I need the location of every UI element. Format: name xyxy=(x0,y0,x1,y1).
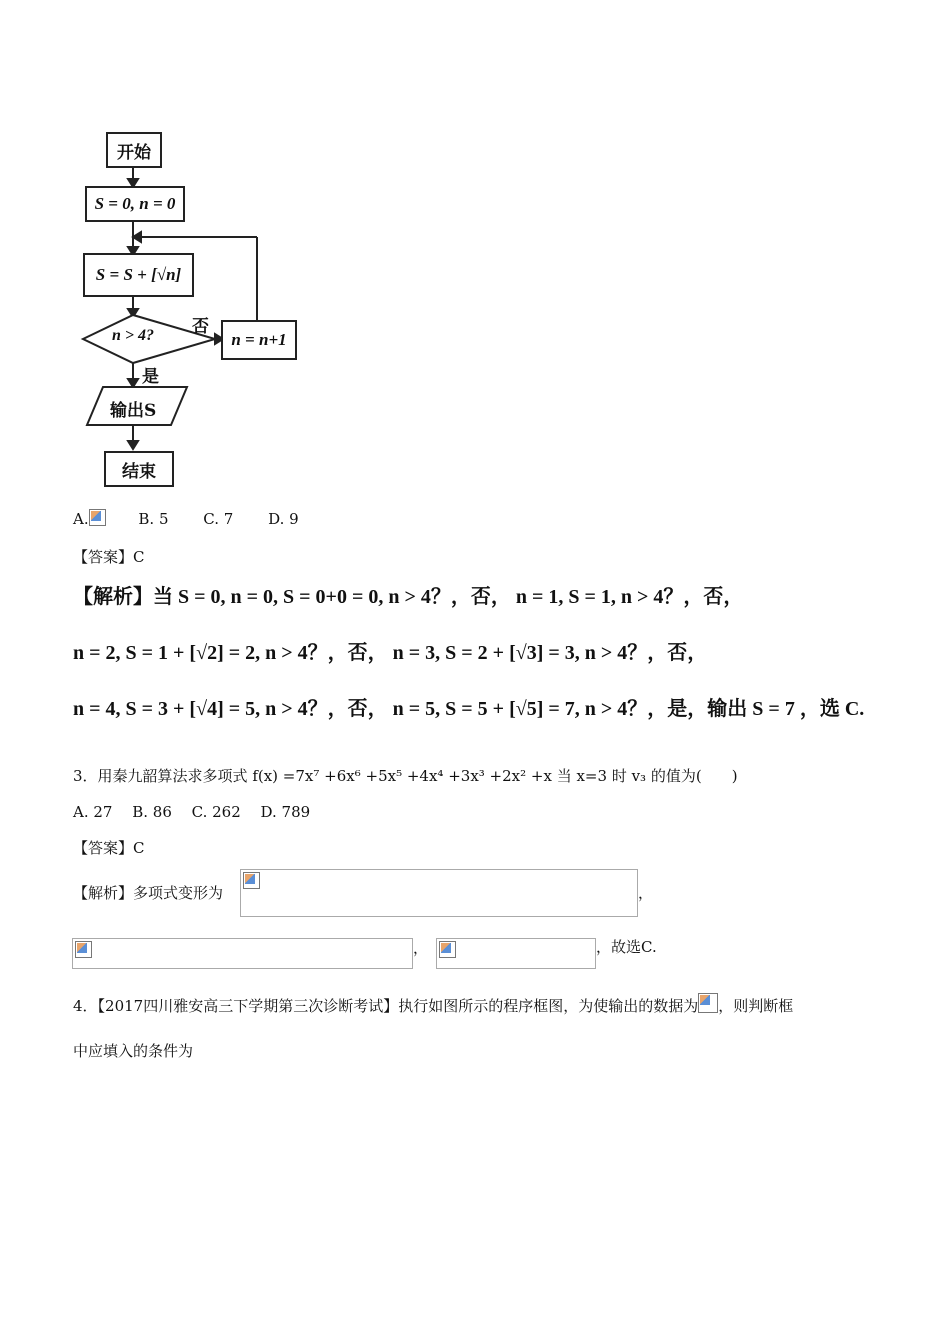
broken-image-icon xyxy=(439,941,456,958)
q3-answer: 【答案】C xyxy=(73,839,145,857)
condition-label: n > 4? xyxy=(112,327,155,344)
end-terminal xyxy=(104,451,174,487)
init-label: S = 0, n = 0 xyxy=(94,194,176,213)
q3-options: A. 27 B. 86 C. 262 D. 789 xyxy=(73,803,311,821)
q3-analysis-prefix: 【解析】多项式变形为 xyxy=(73,884,224,902)
q3-question: 3．用秦九韶算法求多项式 f(x) =7x⁷ +6x⁶ +5x⁵ +4x⁴ +3x³ +2x² +x 当 x=3 时 v₃ 的值为( ) xyxy=(73,767,738,785)
update-label: S = S + [√n] xyxy=(95,265,182,284)
q4-line-1-text: 4．【2017四川雅安高三下学期第三次诊断考试】执行如图所示的程序框图，为使输出的数据为 xyxy=(73,997,699,1015)
formula-image-placeholder xyxy=(436,938,596,969)
start-label: 开始 xyxy=(117,142,151,162)
flowchart-connectors xyxy=(75,125,325,495)
broken-image-icon xyxy=(698,993,718,1013)
start-terminal xyxy=(106,132,162,168)
yes-label: 是 xyxy=(142,367,159,387)
formula-image-placeholder xyxy=(72,938,413,969)
end-label: 结束 xyxy=(122,461,156,481)
option-c: C. 7 xyxy=(203,510,234,528)
broken-image-icon xyxy=(89,509,106,526)
q2-analysis-line-2: n = 2, S = 1 + [√2] = 2, n > 4？，否， n = 3, S = 2 + [√3] = 3, n > 4？，否， xyxy=(73,642,708,664)
option-b: B. 5 xyxy=(138,510,169,528)
q2-analysis-line-3: n = 4, S = 3 + [√4] = 5, n > 4？，否， n = 5, S = 5 + [√5] = 7, n > 4？，是，输出 S = 7 ，选 C. xyxy=(73,698,865,720)
broken-image-icon xyxy=(75,941,92,958)
q2-analysis-line-1: 【解析】当 S = 0, n = 0, S = 0+0 = 0, n > 4？，否， n = 1, S = 1, n > 4？，否， xyxy=(73,586,744,608)
q4-line-1 xyxy=(73,993,793,1016)
option-d: D. 9 xyxy=(268,510,299,528)
no-label: 否 xyxy=(192,317,209,337)
q2-options xyxy=(73,509,299,528)
broken-image-icon xyxy=(243,872,260,889)
init-process-box xyxy=(85,186,185,222)
update-process-box xyxy=(83,253,194,297)
q4-line-1-end: ，则判断框 xyxy=(718,997,794,1015)
increment-process-box xyxy=(221,320,297,360)
option-a: A. xyxy=(73,510,89,528)
comma-2: ， xyxy=(413,939,429,957)
output-label: 输出S xyxy=(110,401,157,421)
formula-image-placeholder xyxy=(240,869,638,917)
q2-answer: 【答案】C xyxy=(73,548,145,566)
increment-label: n = n+1 xyxy=(231,330,287,349)
q4-line-2: 中应填入的条件为 xyxy=(73,1042,194,1060)
q3-ending: ，故选C. xyxy=(596,938,657,956)
comma-1: ， xyxy=(638,884,654,902)
